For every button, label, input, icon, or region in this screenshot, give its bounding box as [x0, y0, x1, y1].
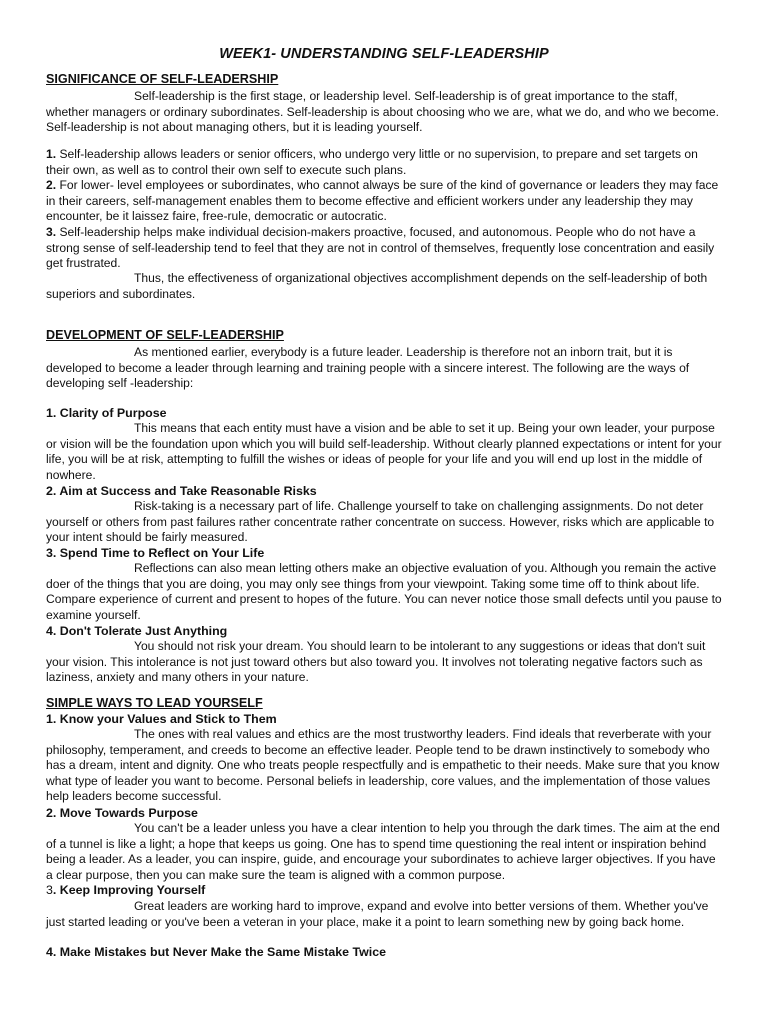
item-number: 3.: [46, 225, 57, 239]
item-title: . Keep Improving Yourself: [52, 883, 206, 897]
item-number: 1.: [46, 147, 57, 161]
paragraph-keep-improving: Great leaders are working hard to improve, expand and evolve into better versions of them. Whether you've just started leading or you've been a veteran in your place, make it a point to learn something new by going back home.: [46, 899, 709, 929]
section-heading-significance: SIGNIFICANCE OF SELF-LEADERSHIP: [46, 72, 279, 86]
item-number: 2.: [46, 178, 57, 192]
subheading-reflect-on-life: 3. Spend Time to Reflect on Your Life: [46, 546, 265, 560]
page-title: WEEK1- UNDERSTANDING SELF-LEADERSHIP: [219, 46, 549, 62]
item-text: For lower- level employees or subordinates, who cannot always be sure of the kind of governance or leaders they may face in their careers, self-management enables them to become effective and efficient workers under any leadership they may encounter, be it laissez faire, free-rule, democratic or autocratic.: [46, 178, 719, 224]
subheading-know-your-values: 1. Know your Values and Stick to Them: [46, 712, 277, 726]
list-item-significance-2: [46, 178, 722, 225]
paragraph-significance-intro: Self-leadership is the first stage, or leadership level. Self-leadership is of great importance to the staff, whether managers or ordinary subordinates. Self-leadership is about choosing who we are, what we do, and who we become. Self-leadership is not about managing others, but it is leading yourself.: [46, 89, 719, 135]
item-text: Self-leadership helps make individual decision-makers proactive, focused, and autonomous. People who do not have a strong sense of self-leadership tend to feel that they are not in control of themselves, frequently lose concentration and easily get frustrated.: [46, 225, 715, 271]
paragraph-clarity-of-purpose: This means that each entity must have a vision and be able to set it up. Being your own leader, your purpose or vision will be the foundation upon which you will build self-leadership. Without clearly planned expectations or intent for your life, you will be at risk, attempting to fulfill the wishes or ideas of people for your life and you will end up lost in the middle of nowhere.: [46, 421, 722, 482]
section-heading-simple-ways: SIMPLE WAYS TO LEAD YOURSELF: [46, 696, 263, 710]
item-number: 3: [46, 883, 53, 897]
paragraph-aim-at-success: Risk-taking is a necessary part of life. Challenge yourself to take on challenging assignments. Do not deter yourself or others from past failures rather concentrate rather concentrate on success. However, risks which are applicable to your intent should be fairly measured.: [46, 499, 715, 545]
subheading-make-mistakes: 4. Make Mistakes but Never Make the Same Mistake Twice: [46, 945, 386, 959]
item-text: Self-leadership allows leaders or senior officers, who undergo very little or no supervision, to prepare and set targets on their own, as well as to control their own self to execute such plans.: [46, 147, 698, 177]
subheading-aim-at-success: 2. Aim at Success and Take Reasonable Risks: [46, 484, 317, 498]
list-item-significance-1: [46, 147, 722, 178]
paragraph-move-towards-purpose: You can't be a leader unless you have a clear intention to help you through the dark times. The aim at the end of a tunnel is like a light; a hope that keeps us going. One has to spend time questioning the real intent or inspiration behind being a leader. As a leader, you can inspire, guide, and encourage your subordinates to achieve larger objectives. If you have a clear purpose, then you can make sure the team is aligned with a common purpose.: [46, 821, 720, 882]
subheading-dont-tolerate: 4. Don't Tolerate Just Anything: [46, 624, 228, 638]
section-heading-development: DEVELOPMENT OF SELF-LEADERSHIP: [46, 328, 284, 342]
subheading-keep-improving: [46, 883, 205, 899]
paragraph-reflect-on-life: Reflections can also mean letting others make an objective evaluation of you. Although you remain the active doer of the things that you are doing, you may only see things from your viewpoint. Taking some time off to think about life. Compare experience of current and present to hopes of the future. You can never notice those small defects until you pause to examine yourself.: [46, 561, 722, 622]
paragraph-development-intro: As mentioned earlier, everybody is a future leader. Leadership is therefore not an inborn trait, but it is developed to become a leader through learning and training people with a sincere interest. The following are the ways of developing self -leadership:: [46, 345, 690, 391]
subheading-clarity-of-purpose: 1. Clarity of Purpose: [46, 406, 167, 420]
paragraph-know-your-values: The ones with real values and ethics are the most trustworthy leaders. Find ideals that reverberate with your philosophy, temperament, and creeds to become an effective leader. People tend to be drawn instinctively to somebody who has a dream, intent and dignity. One who treats people respectfully and is empathetic to their needs. Make sure that you know what type of leader you want to become. Personal beliefs in leadership, core values, and the implementation of those values help leaders become successful.: [46, 727, 720, 804]
paragraph-dont-tolerate: You should not risk your dream. You should learn to be intolerant to any suggestions or ideas that don't suit your vision. This intolerance is not just toward others but also toward you. It involves not tolerating negative factors such as laziness, anxiety and many others in your nature.: [46, 639, 706, 685]
paragraph-significance-conclusion: Thus, the effectiveness of organizational objectives accomplishment depends on the self-leadership of both superiors and subordinates.: [46, 271, 708, 301]
subheading-move-towards-purpose: 2. Move Towards Purpose: [46, 806, 198, 820]
list-item-significance-3: [46, 225, 722, 272]
